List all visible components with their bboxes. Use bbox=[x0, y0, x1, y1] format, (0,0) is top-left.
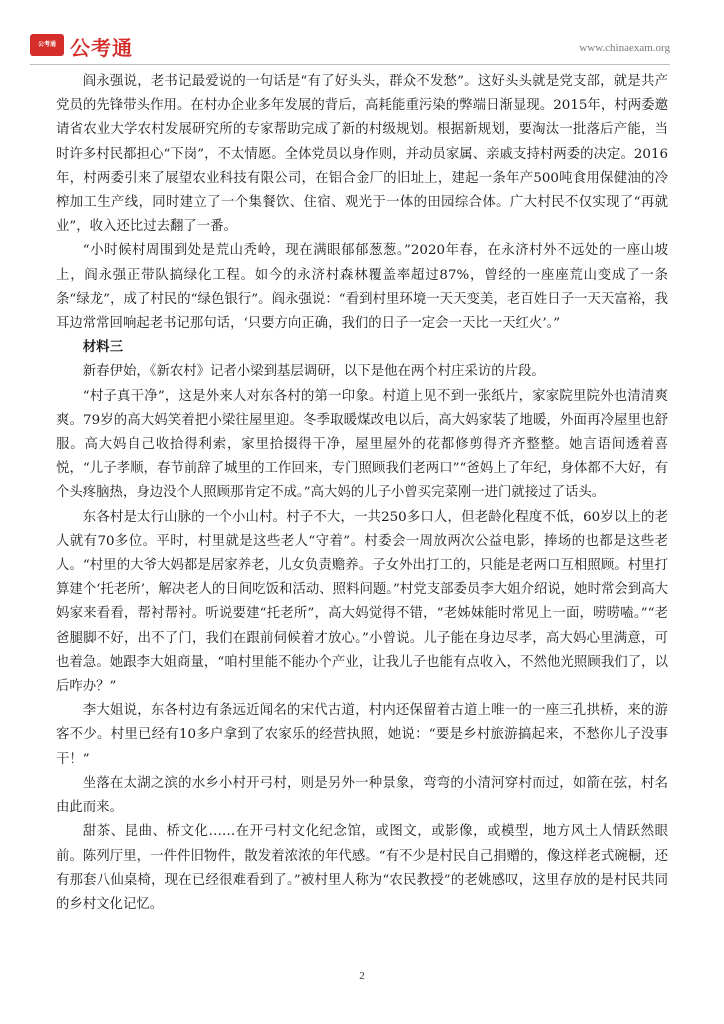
section-title: 材料三 bbox=[82, 340, 123, 356]
paragraph: 李大姐说，东各村边有条远近闻名的宋代古道，村内还保留着古道上唯一的一座三孔拱桥，来的游客不少。村里已经有10多户拿到了农家乐的经营执照，她说：“要是乡村旅游搞起来，不愁你儿子没事干！” bbox=[56, 703, 668, 767]
paragraph: 阎永强说，老书记最爱说的一句话是“有了好头头，群众不发愁”。这好头头就是党支部，就是共产党员的先锋带头作用。在村办企业多年发展的背后，高耗能重污染的弊端日渐显现。2015年，村两委邀请省农业大学农村发展研究所的专家帮助完成了新的村级规划。根据新规划，要淘汰一批落后产能，当时许多村民都担心“下岗”，不太情愿。全体党员以身作则，并动员家属、亲戚支持村两委的决定。2016年，村两委引来了展望农业科技有限公司，在铝合金厂的旧址上，建起一条年产500吨食用保健油的冷榨加工生产线，同时建立了一个集餐饮、住宿、观光于一体的田园综合体。广大村民不仅实现了“再就业”，收入还比过去翻了一番。 bbox=[56, 74, 668, 235]
paragraph: 坐落在太湖之滨的水乡小村开弓村，则是另外一种景象，弯弯的小清河穿村而过，如箭在弦，村名由此而来。 bbox=[56, 775, 668, 816]
paragraph: 甜茶、昆曲、桥文化……在开弓村文化纪念馆，或图文，或影像，或模型，地方风土人情跃然眼前。陈列厅里，一件件旧物件，散发着浓浓的年代感。“有不少是村民自己捐赠的，像这样老式碗橱，还有那套八仙桌椅，现在已经很难看到了。”被村里人称为“农民教授”的老姚感叹，这里存放的是村民共同的乡村文化记忆。 bbox=[56, 824, 668, 912]
paragraph: 东各村是太行山脉的一个小山村。村子不大，一共250多口人，但老龄化程度不低，60岁以上的老人就有70多位。平时，村里就是这些老人“守着”。村委会一周放两次公益电影，捧场的也都是这些老人。“村里的大爷大妈都是居家养老，儿女负责赡养。子女外出打工的，只能是老两口互相照顾。村里打算建个‘托老所’，解决老人的日间吃饭和活动、照料问题。”村党支部委员李大姐介绍说，她时常会到高大妈家来看看，帮衬帮衬。听说要建“托老所”，高大妈觉得不错，“老姊妹能时常见上一面，唠唠嗑。”“老爸腿脚不好，出不了门，我们在跟前伺候着才放心。”小曾说。儿子能在身边尽孝，高大妈心里满意，可也着急。她跟李大姐商量，“咱村里能不能办个产业，让我儿子也能有点收入，不然他光照顾我们了，以后咋办？” bbox=[56, 509, 668, 695]
header-divider bbox=[30, 64, 670, 65]
logo-text: 公考通 bbox=[70, 36, 133, 60]
paragraph: 新春伊始，《新农村》记者小梁到基层调研，以下是他在两个村庄采访的片段。 bbox=[82, 364, 545, 380]
page-header bbox=[30, 28, 670, 64]
logo-badge: 公考通 bbox=[30, 34, 64, 56]
paragraph: “村子真干净”，这是外来人对东各村的第一印象。村道上见不到一张纸片，家家院里院外也清清爽爽。79岁的高大妈笑着把小梁往屋里迎。冬季取暖煤改电以后，高大妈家装了地暖，外面再冷屋里也舒服。高大妈自己收拾得利索，家里拾掇得干净，屋里屋外的花都修剪得齐齐整整。她言语间透着喜悦，“儿子孝顺，春节前辞了城里的工作回来，专门照顾我们老两口”“爸妈上了年纪，身体都不大好，有个头疼脑热，身边没个人照顾那肯定不成。”高大妈的儿子小曾买完菜刚一进门就接过了话头。 bbox=[56, 388, 668, 501]
site-url: www.chinaexam.org bbox=[579, 42, 670, 54]
page-number: 2 bbox=[359, 970, 365, 982]
paragraph: “小时候村周围到处是荒山秃岭，现在满眼郁郁葱葱。”2020年春，在永济村外不远处的一座山坡上，阎永强正带队搞绿化工程。如今的永济村森林覆盖率超过87%，曾经的一座座荒山变成了一条条“绿龙”，成了村民的“绿色银行”。阎永强说：“看到村里环境一天天变美，老百姓日子一天天富裕，我耳边常常回响起老书记那句话，‘只要方向正确，我们的日子一定会一天比一天红火’。” bbox=[56, 243, 668, 332]
document-body bbox=[56, 70, 668, 917]
